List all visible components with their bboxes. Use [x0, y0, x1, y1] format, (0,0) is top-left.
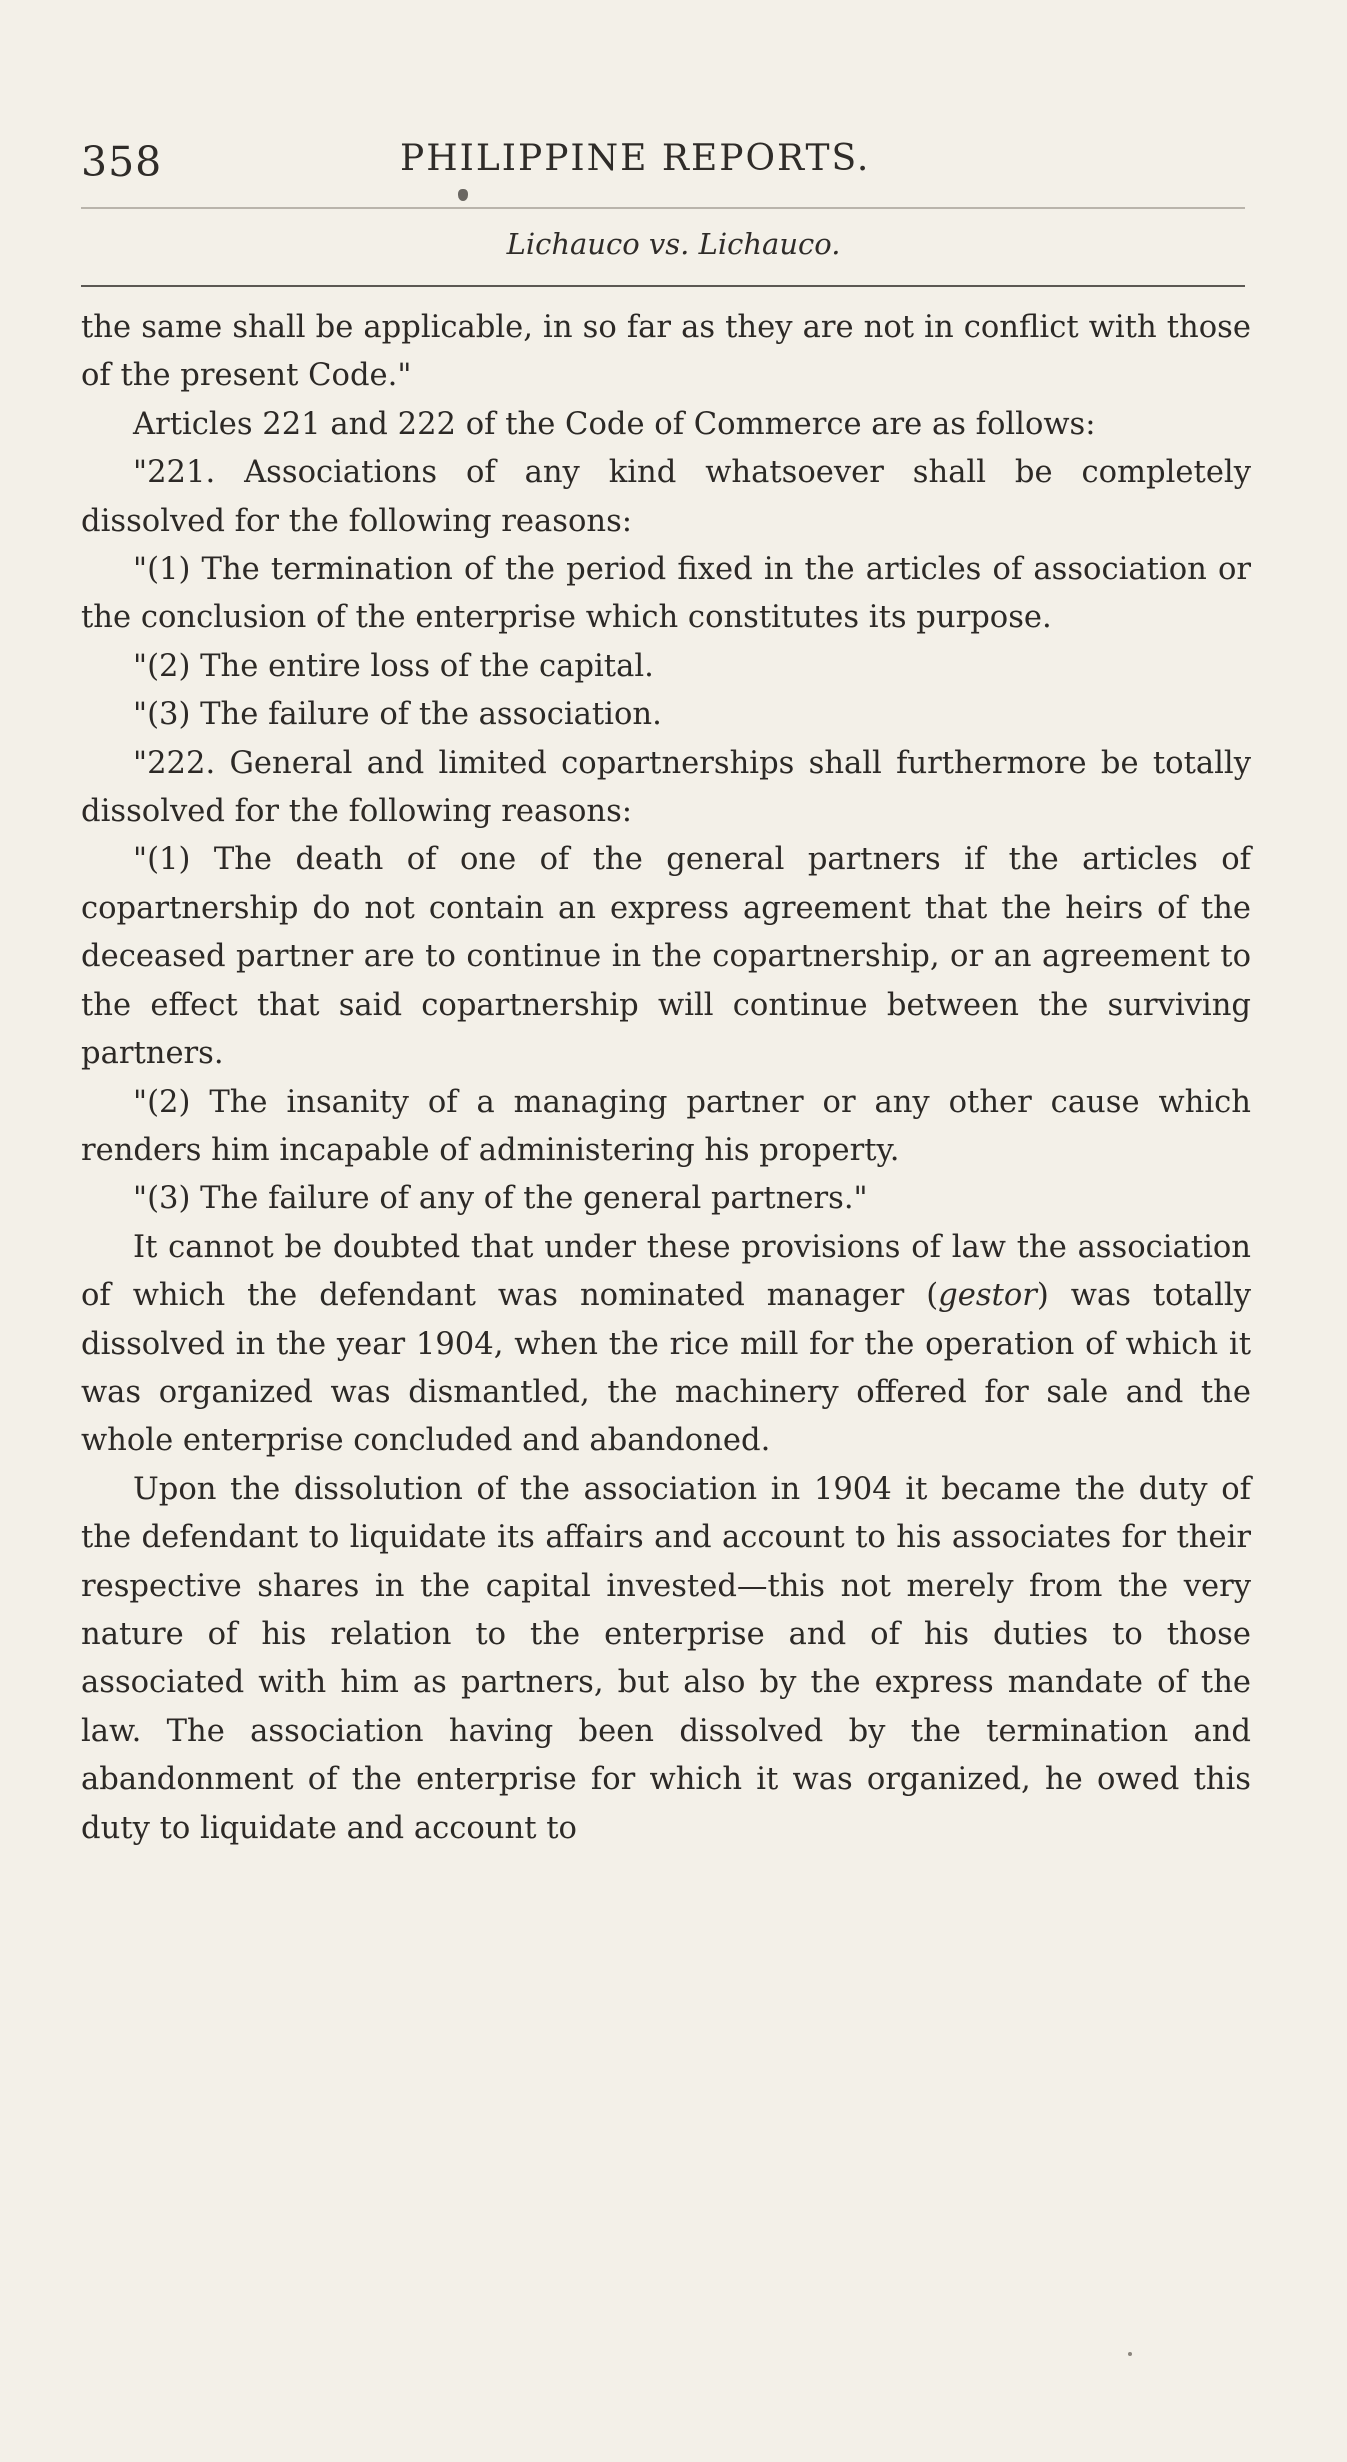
paragraph: "221. Associations of any kind whatsoever shall be completely dissolved for the following reasons: [81, 455, 1251, 539]
paragraph-text: ) was totally dissolved in the year 1904, [81, 1278, 1251, 1362]
paragraph-text: It cannot be doubted that under these provisions of law the association of which the defendant was nominated manager ( [81, 1229, 1251, 1314]
paragraph: the same shall be applicable, in so far as they are not in conflict with those of the present Code." [81, 310, 1251, 394]
case-title: Lichauco vs. Lichauco. [506, 227, 841, 261]
body-text [81, 304, 1251, 1853]
paragraph: Upon the dissolution of the association in 1904 it became the duty of the defendant to liquidate its affairs and account to his associates for their respective shares in the capital invested—this not merely from the very nature of his relation to the enterprise and of his duties to those associated with him as partners, but also by the express mandate of the law. The association having been dissolved by the termination and abandonment of the enterprise for which it was organized, he owed this duty to liquidate and account to [81, 1471, 1251, 1846]
italic-term: gestor [938, 1278, 1037, 1314]
paragraph: "222. General and limited copartnerships shall furthermore be totally dissolved for the following reasons: [81, 745, 1251, 830]
paragraph: "(1) The termination of the period fixed in the articles of association or the conclusion of the enterprise which constitutes its purpose. [81, 552, 1251, 636]
paragraph: "(1) The death of one of the general partners if the articles of copartnership do not contain an express agreement that the heirs of the deceased partner are to continue in the copartnership, or an agreement to the effect that said copartnership will continue between the surviving partners. [81, 842, 1251, 1072]
running-head: PHILIPPINE REPORTS. [400, 138, 871, 179]
paper-speck [1128, 2352, 1132, 2356]
page-number: 358 [81, 138, 163, 186]
paragraph [81, 1224, 1251, 1466]
paragraph: "(3) The failure of the association. [133, 697, 662, 733]
paragraph: "(2) The insanity of a managing partner or any other cause which renders him incapable of administering his property. [81, 1084, 1251, 1168]
paragraph: "(3) The failure of any of the general partners." [133, 1181, 868, 1217]
paragraph: Articles 221 and 222 of the Code of Commerce are as follows: [133, 406, 1096, 442]
header-ornament [458, 189, 468, 201]
header-rule [81, 207, 1245, 209]
title-rule [81, 285, 1245, 287]
paragraph: "(2) The entire loss of the capital. [133, 648, 654, 684]
paragraph-text: when the rice mill for the operation of which it was organized was dismantled, the machinery offered for sale and the whole enterprise concluded and abandoned. [81, 1326, 1251, 1459]
